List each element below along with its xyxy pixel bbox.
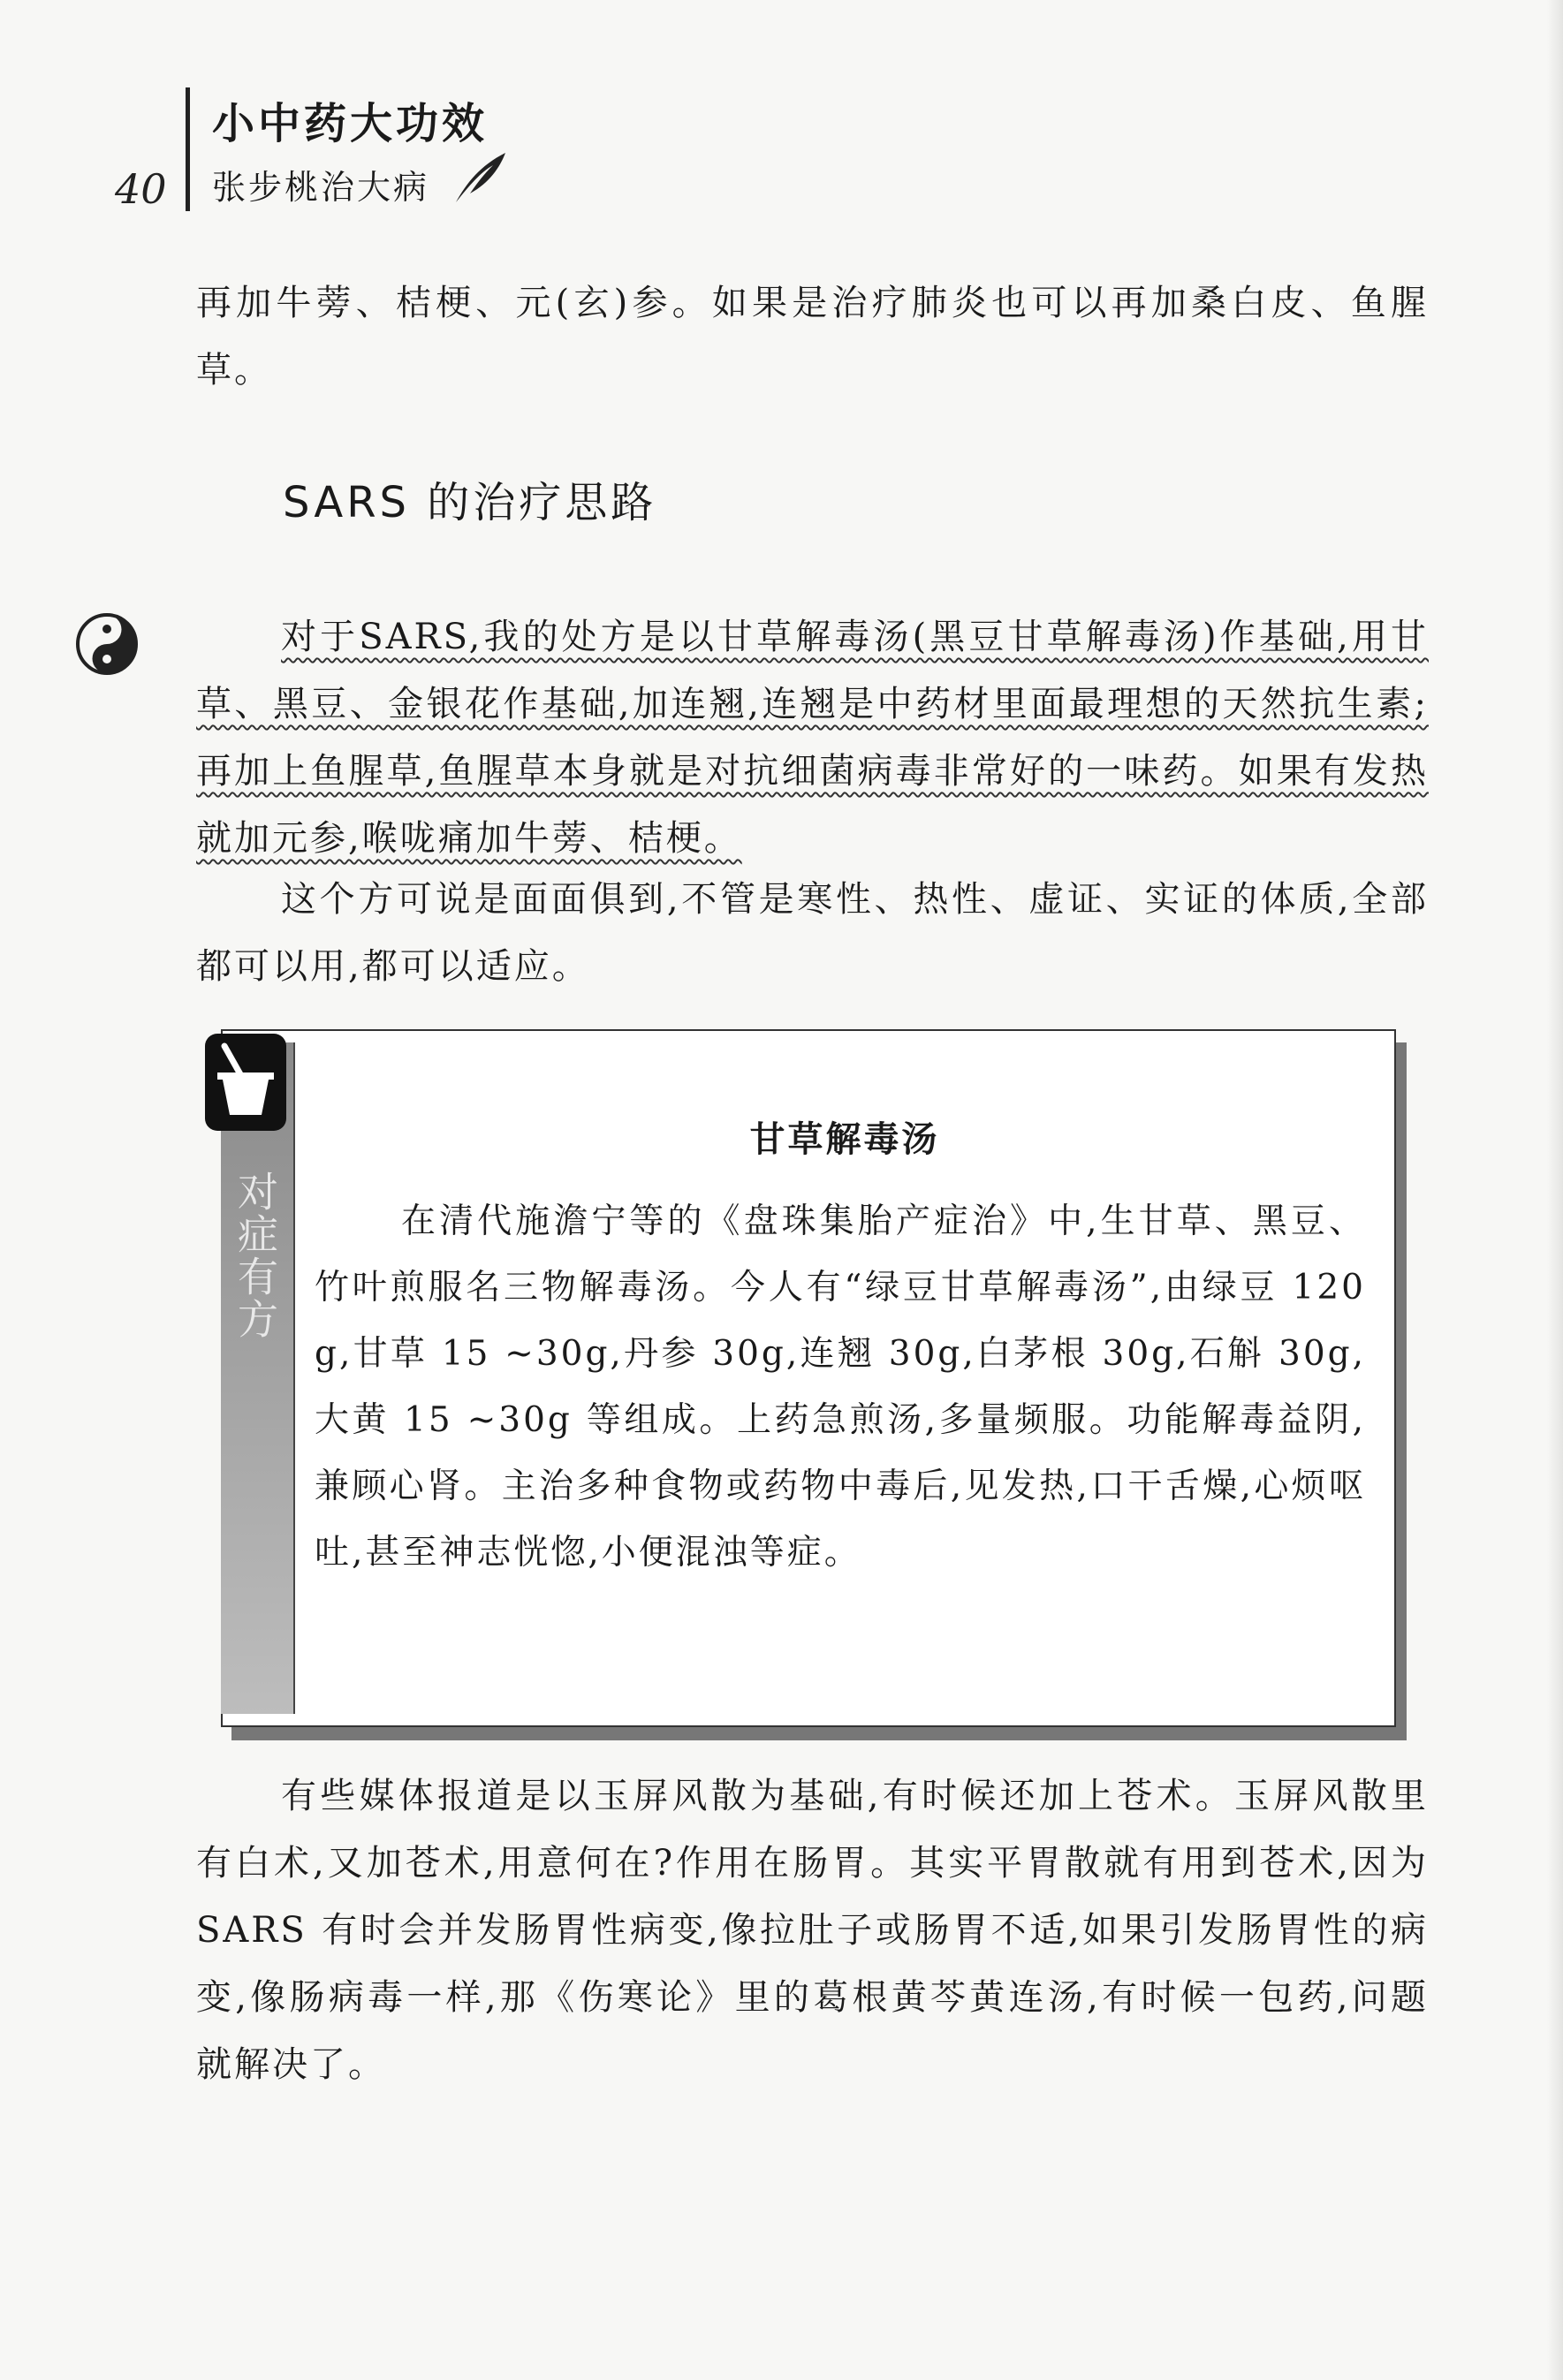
sidebar-body: 在清代施澹宁等的《盘珠集胎产症治》中,生甘草、黑豆、竹叶煎服名三物解毒汤。今人有“绿豆甘草解毒汤”,由绿豆 120g,甘草 15 ~30g,丹参 30g,连翘 30g,白茅根 30g,石斛 30g,大黄 15 ~30g 等组成。上药急煎汤,多量频服。功能解毒益阴,兼顾心肾。主治多种食物或药物中毒后,见发热,口干舌燥,心烦呕吐,甚至神志恍惚,小便混浊等症。 [315, 1201, 1366, 1573]
book-title: 小中药大功效 [212, 99, 489, 148]
book-subtitle: 张步桃治大病 [212, 168, 430, 207]
paragraph-2: 这个方可说是面面俱到,不管是寒性、热性、虚证、实证的体质,全部都可以用,都可以适应。 [196, 879, 1429, 987]
header-divider [186, 87, 190, 211]
mortar-icon [205, 1034, 286, 1131]
sidebar-title: 甘草解毒汤 [749, 1119, 940, 1160]
feather-icon [449, 148, 511, 209]
intro-paragraph: 再加牛蒡、桔梗、元(玄)参。如果是治疗肺炎也可以再加桑白皮、鱼腥草。 [196, 283, 1429, 390]
wavy-underlined-text: 对于SARS,我的处方是以甘草解毒汤(黑豆甘草解毒汤)作基础,用甘草、黑豆、金银花作基础,加连翘,连翘是中药材里面最理想的天然抗生素;再加上鱼腥草,鱼腥草本身就是对抗细菌病毒非常好的一味药。如果有发热就加元参,喉咙痛加牛蒡、桔梗。 [196, 617, 1429, 859]
sidebar-tab-label: 对症有方 [231, 1171, 279, 1340]
taiji-icon [74, 611, 140, 677]
mortar-glyph [205, 1034, 286, 1131]
page-edge-shadow [1547, 0, 1563, 2380]
sidebar-tab [221, 1042, 295, 1714]
closing-paragraph: 有些媒体报道是以玉屏风散为基础,有时候还加上苍术。玉屏风散里有白术,又加苍术,用意何在?作用在肠胃。其实平胃散就有用到苍术,因为 SARS 有时会并发肠胃性病变,像拉肚子或肠胃不适,如果引发肠胃性的病变,像肠病毒一样,那《伤寒论》里的葛根黄芩黄连汤,有时候一包药,问题就解决了。 [196, 1776, 1429, 2085]
page-number: 40 [115, 165, 167, 213]
highlighted-paragraph [196, 603, 1429, 872]
section-heading: SARS 的治疗思路 [283, 478, 657, 527]
